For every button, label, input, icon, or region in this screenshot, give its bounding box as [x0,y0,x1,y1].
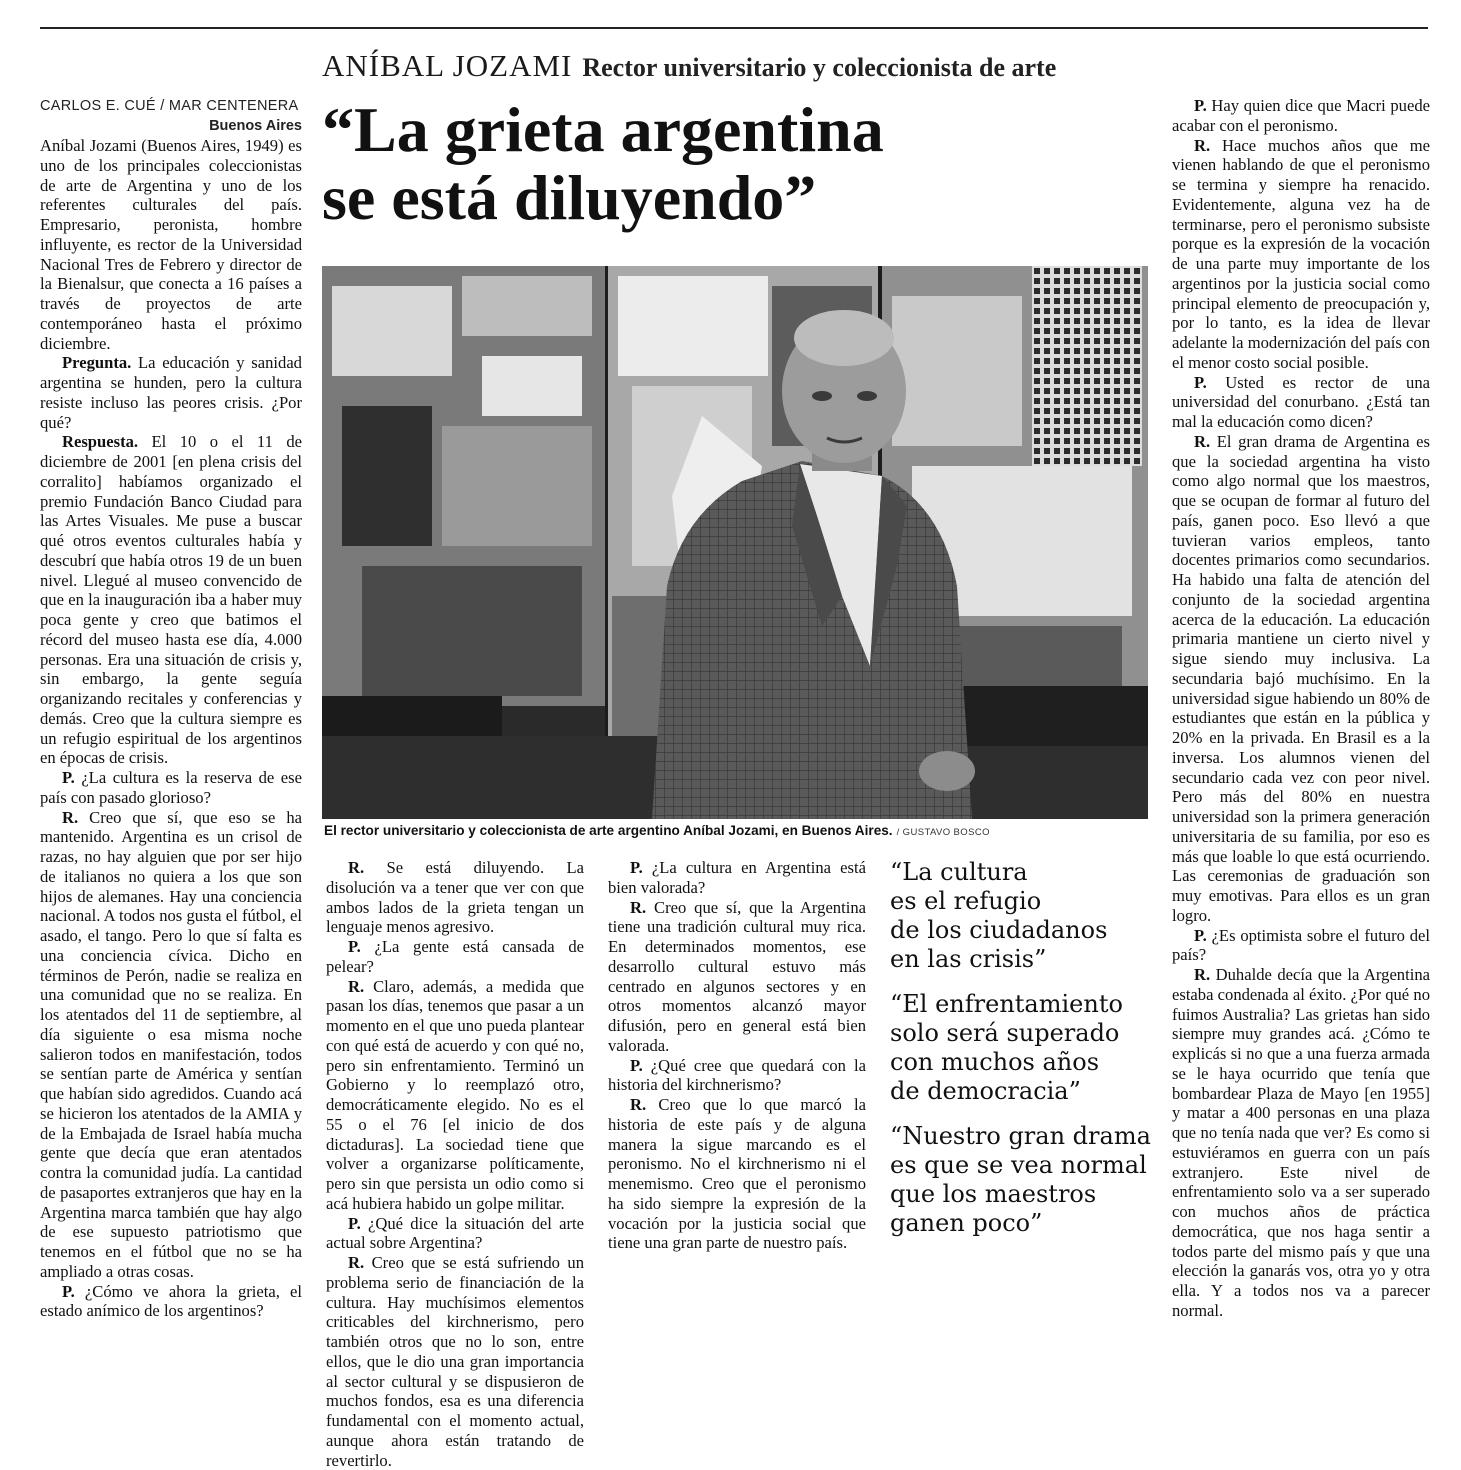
answer-9: R. El gran drama de Argentina es que la sociedad argentina ha visto como algo normal que los maestros, que se ocupan de formar al futuro del país, ganen poco. Eso llevó a que tuvieran varios empleos, tanto docentes primarios como secundarios. Ha habido una falta de atención del conjunto de la sociedad argentina acerca de la educación. La educación primaria mantiene un cierto nivel y sigue siendo muy inclusiva. La secundaria bajó muchísimo. En la universidad sigue habiendo un 80% de estudiantes que están en la pública y 20% en la privada. En Brasil es a la inversa. Los alumnos vienen del secundario cada vez con peor nivel. Pero más del 80% en nuestra universidad son la primera generación universitaria de su familia, por eso es más que loable lo que está ocurriendo. Las ceremonias de graduación son muy emotivas. Para ellos es un gran logro. [1172,431,1430,925]
question-7: P. ¿Qué cree que quedará con la historia del kirchnerismo? [608,1055,866,1095]
portrait-photo [322,266,1148,819]
column-1 [40,96,302,1321]
answer-5: R. Creo que se está sufriendo un problema serio de financiación de la cultura. Hay muchísimos elementos criticables del kirchnerismo, pero también otros que no lo son, entre ellos, que le dio una gran importancia al sector cultural y se dispusieron de muchos fondos, esa es una diferencia fundamental con el momento actual, aunque ahora están tratando de revertirlo. [326,1253,585,1470]
pullquote-3: “Nuestro gran drama es que se vea normal que los maestros ganen poco” [890,1122,1151,1237]
column-3 [608,858,866,1253]
interviewee-name: ANÍBAL JOZAMI [322,48,573,83]
headline-line-2: se está diluyendo” [322,162,817,233]
answer-7: R. Creo que lo que marcó la historia de este país y de alguna manera la sigue marcando es el peronismo. No el kirchnerismo ni el menemismo. Creo que el peronismo ha sido siempre la expresión de la vocación por la justicia social que tiene una gran parte de nuestro país. [608,1095,866,1253]
question-1: Pregunta. La educación y sanidad argentina se hunden, pero la cultura resiste incluso las peores crisis. ¿Por qué? [40,353,302,432]
column-4 [1172,96,1430,1321]
top-rule [40,27,1428,29]
answer-2: R. Creo que sí, que eso se ha mantenido. Argentina es un crisol de razas, no hay alguien que por ser hijo de italianos no quiera a los que son hijos de alemanes. Hay una conciencia nacional. A todos nos gusta el fútbol, el asado, el tango. Pero lo que sí falta es una conciencia cívica. Dicho en términos de Perón, nadie se realiza en una comunidad que no se realiza. En los atentados del 11 de septiembre, al día siguiente o esa misma noche salieron todos en manifestación, todos se sentían parte de América y sentían que habían sido agredidos. Cuando acá se hicieron los atentados de la AMIA y de la Embajada de Israel había mucha gente que decía que eran atentados contra la comunidad judía. La cantidad de pasaportes extranjeros que hay en la Argentina marca también que hay algo de ese supuesto patriotismo que tenemos en el fútbol que no se ha ampliado a otras cosas. [40,807,302,1281]
answer-1: Respuesta. El 10 o el 11 de diciembre de 2001 [en plena crisis del corralito] habíamos organizado el premio Fundación Banco Ciudad para las Artes Visuales. Me puse a buscar qué otros eventos culturales había y descubrí que había otros 19 de un buen nivel. Llegué al museo convencido de que en la inauguración iba a haber muy poca gente y creo que batimos el récord del museo hasta ese día, 4.000 personas. Era una situación de crisis y, sin embargo, la gente seguía organizando recitales y conferencias y demás. Creo que la cultura siempre es un refugio espiritual de los argentinos en épocas de crisis. [40,432,302,768]
question-3: P. ¿Cómo ve ahora la grieta, el estado anímico de los argentinos? [40,1281,302,1321]
photo-credit: / GUSTAVO BOSCO [896,827,990,838]
headline-line-1: “La grieta argentina [322,94,884,165]
question-4: P. ¿La gente está cansada de pelear? [326,937,584,976]
answer-6: R. Creo que sí, que la Argentina tiene una tradición cultural muy rica. En determinados momentos, ese desarrollo cultural estuvo más centrado en algunos sectores y en otros momentos alcanzó mayor difusión, pero en general está bien valorada. [608,897,866,1055]
headline [322,96,1152,232]
answer-8: R. Hace muchos años que me vienen hablando de que el peronismo se termina y siempre ha renacido. Evidentemente, alguna vez ha de terminarse, pero el peronismo subsiste porque es la expresión de la vocación de una parte muy importante de los argentinos por la justicia social como principal elemento de preocupación y, por lo tanto, es la idea de llevar adelante la modernización del país con el menor costo social posible. [1172,135,1430,372]
question-9: P. Usted es rector de una universidad del conurbano. ¿Está tan mal la educación como dicen? [1172,372,1430,431]
question-6: P. ¿La cultura en Argentina está bien valorada? [608,858,866,897]
caption-text: El rector universitario y coleccionista de arte argentino Aníbal Jozami, en Buenos Aires. [324,823,893,838]
question-5: P. ¿Qué dice la situación del arte actual sobre Argentina? [326,1213,584,1253]
question-10: P. ¿Es optimista sobre el futuro del país? [1172,925,1430,965]
photo-illustration [322,266,1148,819]
byline-authors: CARLOS E. CUÉ / MAR CENTENERA [40,98,299,114]
answer-3: R. Se está diluyendo. La disolución va a tener que ver con que ambos lados de la grieta tengan un lenguaje menos agresivo. [326,858,584,937]
dateline-place: Buenos Aires [209,118,302,134]
kicker [322,48,1182,84]
answer-4: R. Claro, además, a medida que pasan los días, tenemos que pasar a un momento en el que uno pueda plantear con qué está de acuerdo y con qué no, pero sin enfrentamiento. Terminó un Gobierno y lo reemplazó otro, democráticamente elegido. No es el 55 o el 76 [el inicio de dos dictaduras]. La sociedad tiene que volver a organizarse políticamente, pero sin que persista un odio como si acá hubiera habido un golpe militar. [326,976,584,1213]
answer-10: R. Duhalde decía que la Argentina estaba condenada al éxito. ¿Por qué no fuimos Australia? Las grietas han sido siempre muy grandes acá. ¿Cómo te explicás si no que a una fuerza armada se le haya ocurrido que tenía que bombardear Plaza de Mayo [en 1955] y matar a 400 personas en una plaza que no tenía nada que ver? Es como si estuviéramos en guerra con un país extranjero. Este nivel de enfrentamiento solo va a ser superado con muchos años de práctica democrática, que nos haga sentir a todos parte del mismo país y que una elección la ganarás vos, otra yo y otra ella. Y a todos nos va a parecer normal. [1172,965,1430,1320]
question-2: P. ¿La cultura es la reserva de ese país con pasado glorioso? [40,768,302,807]
intro-paragraph: Aníbal Jozami (Buenos Aires, 1949) es uno de los principales coleccionistas de arte de Argentina y uno de los referentes culturales del país. Empresario, peronista, hombre influyente, es rector de la Universidad Nacional Tres de Febrero y director de la Bienalsur, que conecta a 16 países a través de proyectos de arte contemporáneo hasta el próximo diciembre. [40,136,302,353]
pullquote-1: “La cultura es el refugio de los ciudadanos en las crisis” [890,858,1108,973]
interviewee-role: Rector universitario y coleccionista de arte [582,53,1057,82]
question-8: P. Hay quien dice que Macri puede acabar con el peronismo. [1172,96,1431,135]
photo-caption [324,822,1154,840]
pullquote-2: “El enfrentamiento solo será superado con muchos años de democracia” [890,990,1123,1105]
column-2 [326,858,584,1470]
